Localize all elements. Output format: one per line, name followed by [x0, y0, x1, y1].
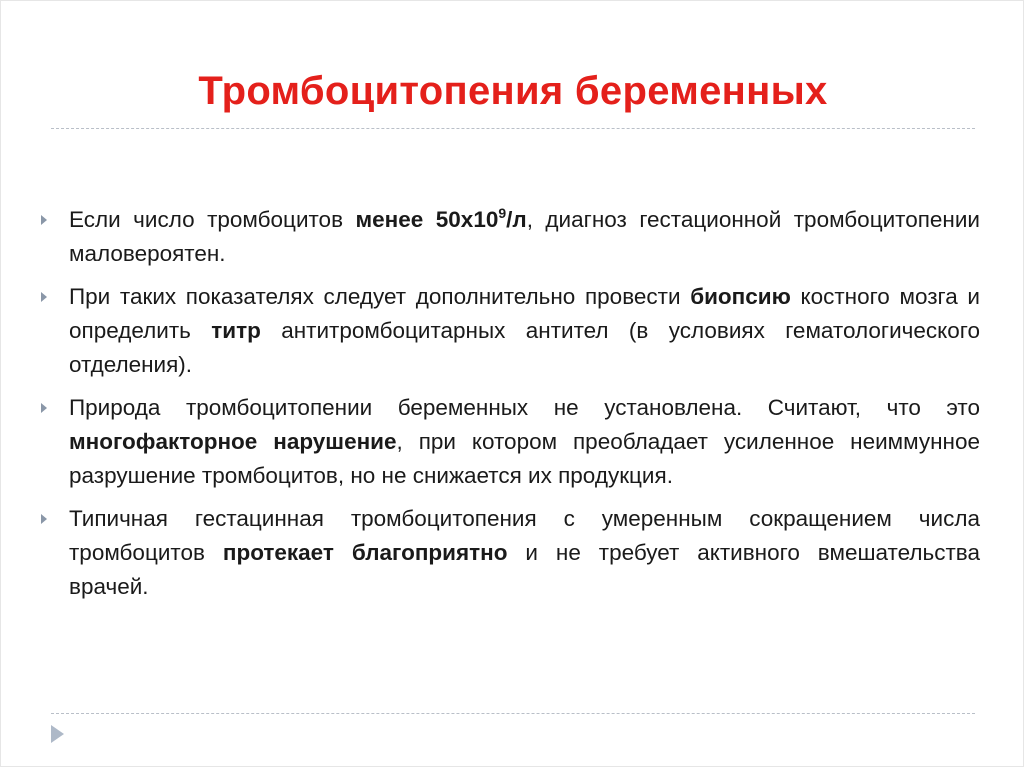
text-run: При таких показателях следует дополнительно провести: [69, 284, 691, 309]
bold-text-run: менее 50х10: [355, 207, 499, 232]
bullet-item: [41, 203, 980, 271]
bold-text-run: /л: [506, 207, 527, 232]
text-run: и не требует активного вмешательства врачей.: [69, 540, 980, 599]
text-run: костного мозга и определить: [69, 284, 980, 343]
triangle-right-icon: [41, 292, 47, 302]
text-run: антитромбоцитарных антител (в условиях гематологического отделения).: [69, 318, 980, 377]
text-run: , при котором преобладает усиленное неиммунное разрушение тромбоцитов, но не снижается их продукция.: [69, 429, 980, 488]
text-run: Если число тромбоцитов: [69, 207, 356, 232]
text-run: Типичная гестацинная тромбоцитопения с умеренным сокращением числа тромбоцитов: [69, 506, 980, 565]
footer-divider: [51, 713, 975, 714]
text-run: Природа тромбоцитопении беременных не установлена. Считают, что это: [69, 395, 980, 420]
text-run: , диагноз гестационной тромбоцитопении маловероятен.: [69, 207, 980, 266]
bullet-item: [41, 391, 980, 493]
triangle-right-icon: [41, 403, 47, 413]
bold-text-run: 9: [498, 205, 507, 221]
slide-title: Тромбоцитопения беременных: [198, 69, 828, 113]
title-divider: [51, 128, 975, 129]
bullet-item: [41, 502, 980, 604]
bold-text-run: протекает благоприятно: [222, 540, 508, 565]
triangle-right-icon: [41, 215, 47, 225]
bold-text-run: многофакторное нарушение: [69, 429, 397, 454]
bold-text-run: биопсию: [690, 284, 791, 309]
bold-text-run: титр: [211, 318, 261, 343]
bullet-item: [41, 280, 980, 382]
triangle-right-icon: [41, 514, 47, 524]
bullet-list: [41, 203, 980, 613]
play-arrow-icon[interactable]: [51, 725, 64, 743]
